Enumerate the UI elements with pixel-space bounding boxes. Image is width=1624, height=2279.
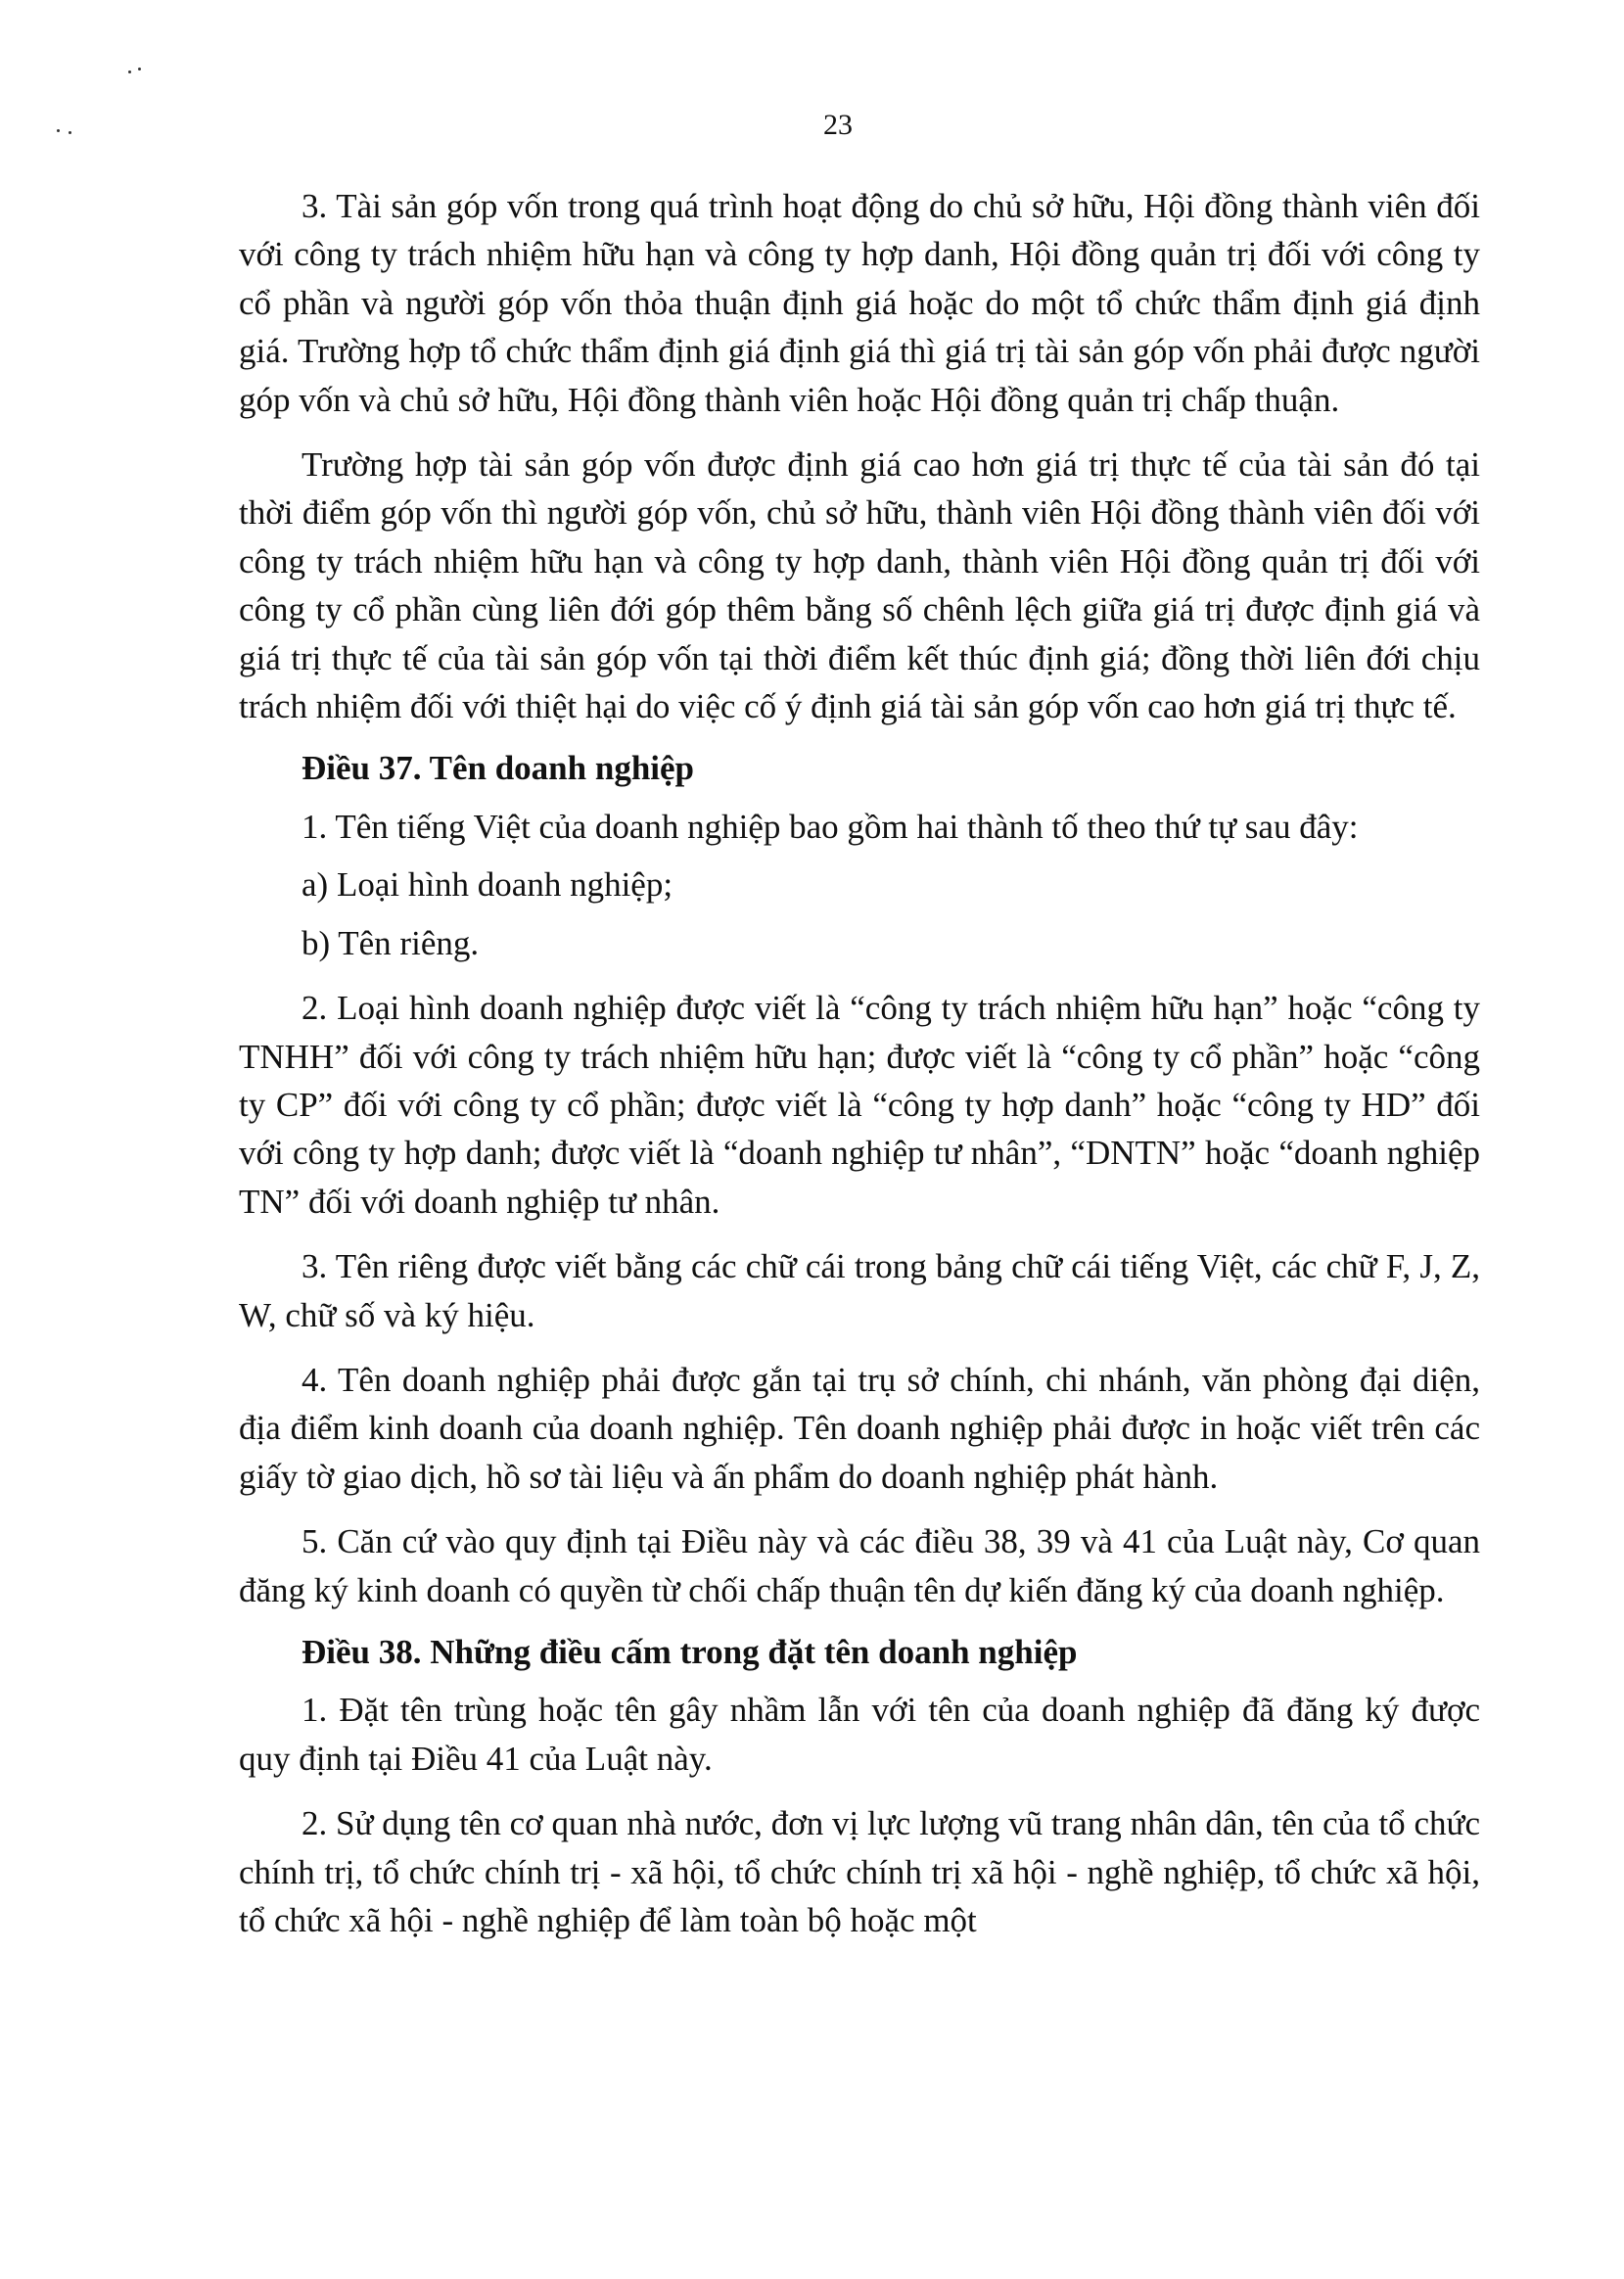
article-37-heading: Điều 37. Tên doanh nghiệp <box>302 749 695 788</box>
article-37-clause-3: 3. Tên riêng được viết bằng các chữ cái trong bảng chữ cái tiếng Việt, các chữ F, J, Z, W, chữ số và ký hiệu. <box>239 1247 1480 1334</box>
scan-speck <box>138 68 141 70</box>
article-37-clause-1: 1. Tên tiếng Việt của doanh nghiệp bao gồm hai thành tố theo thứ tự sau đây: <box>302 807 1359 846</box>
article-38-clause-2: 2. Sử dụng tên cơ quan nhà nước, đơn vị lực lượng vũ trang nhân dân, tên của tổ chức chính trị, tổ chức chính trị - xã hội, tổ chức chính trị xã hội - nghề nghiệp, tổ chức xã hội, tổ chức xã hội - nghề nghiệp để làm toàn bộ hoặc một <box>239 1804 1480 1939</box>
article-38-clause-1: 1. Đặt tên trùng hoặc tên gây nhầm lẫn với tên của doanh nghiệp đã đăng ký được quy định tại Điều 41 của Luật này. <box>239 1691 1480 1778</box>
page-number: 23 <box>823 109 853 141</box>
article-38-heading: Điều 38. Những điều cấm trong đặt tên doanh nghiệp <box>302 1632 1078 1671</box>
article-37-clause-2: 2. Loại hình doanh nghiệp được viết là “công ty trách nhiệm hữu hạn” hoặc “công ty TNHH” đối với công ty trách nhiệm hữu hạn; được viết là “công ty cổ phần” hoặc “công ty CP” đối với công ty cổ phần; được viết là “công ty hợp danh” hoặc “công ty HD” đối với công ty hợp danh; được viết là “doanh nghiệp tư nhân”, “DNTN” hoặc “doanh nghiệp TN” đối với doanh nghiệp tư nhân. <box>239 989 1480 1221</box>
paragraph-asset-contribution: 3. Tài sản góp vốn trong quá trình hoạt động do chủ sở hữu, Hội đồng thành viên đối với công ty trách nhiệm hữu hạn và công ty hợp danh, Hội đồng quản trị đối với công ty cổ phần và người góp vốn thỏa thuận định giá hoặc do một tổ chức thẩm định giá định giá. Trường hợp tổ chức thẩm định giá định giá thì giá trị tài sản góp vốn phải được người góp vốn và chủ sở hữu, Hội đồng thành viên hoặc Hội đồng quản trị chấp thuận. <box>239 187 1480 419</box>
document-body <box>239 182 1480 1944</box>
article-37-point-b: b) Tên riêng. <box>302 923 480 962</box>
article-37-clause-5: 5. Căn cứ vào quy định tại Điều này và các điều 38, 39 và 41 của Luật này, Cơ quan đăng ký kinh doanh có quyền từ chối chấp thuận tên dự kiến đăng ký của doanh nghiệp. <box>239 1522 1480 1609</box>
paragraph-overvaluation: Trường hợp tài sản góp vốn được định giá cao hơn giá trị thực tế của tài sản đó tại thời điểm góp vốn thì người góp vốn, chủ sở hữu, thành viên Hội đồng thành viên đối với công ty trách nhiệm hữu hạn và công ty hợp danh, thành viên Hội đồng quản trị đối với công ty cổ phần cùng liên đới góp thêm bằng số chênh lệch giữa giá trị được định giá và giá trị thực tế của tài sản góp vốn tại thời điểm kết thúc định giá; đồng thời liên đới chịu trách nhiệm đối với thiệt hại do việc cố ý định giá tài sản góp vốn cao hơn giá trị thực tế. <box>239 445 1480 726</box>
scan-speck <box>128 70 131 73</box>
article-37-clause-4: 4. Tên doanh nghiệp phải được gắn tại trụ sở chính, chi nhánh, văn phòng đại diện, địa điểm kinh doanh của doanh nghiệp. Tên doanh nghiệp phải được in hoặc viết trên các giấy tờ giao dịch, hồ sơ tài liệu và ấn phẩm do doanh nghiệp phát hành. <box>239 1360 1480 1496</box>
article-37-point-a: a) Loại hình doanh nghiệp; <box>302 865 673 905</box>
